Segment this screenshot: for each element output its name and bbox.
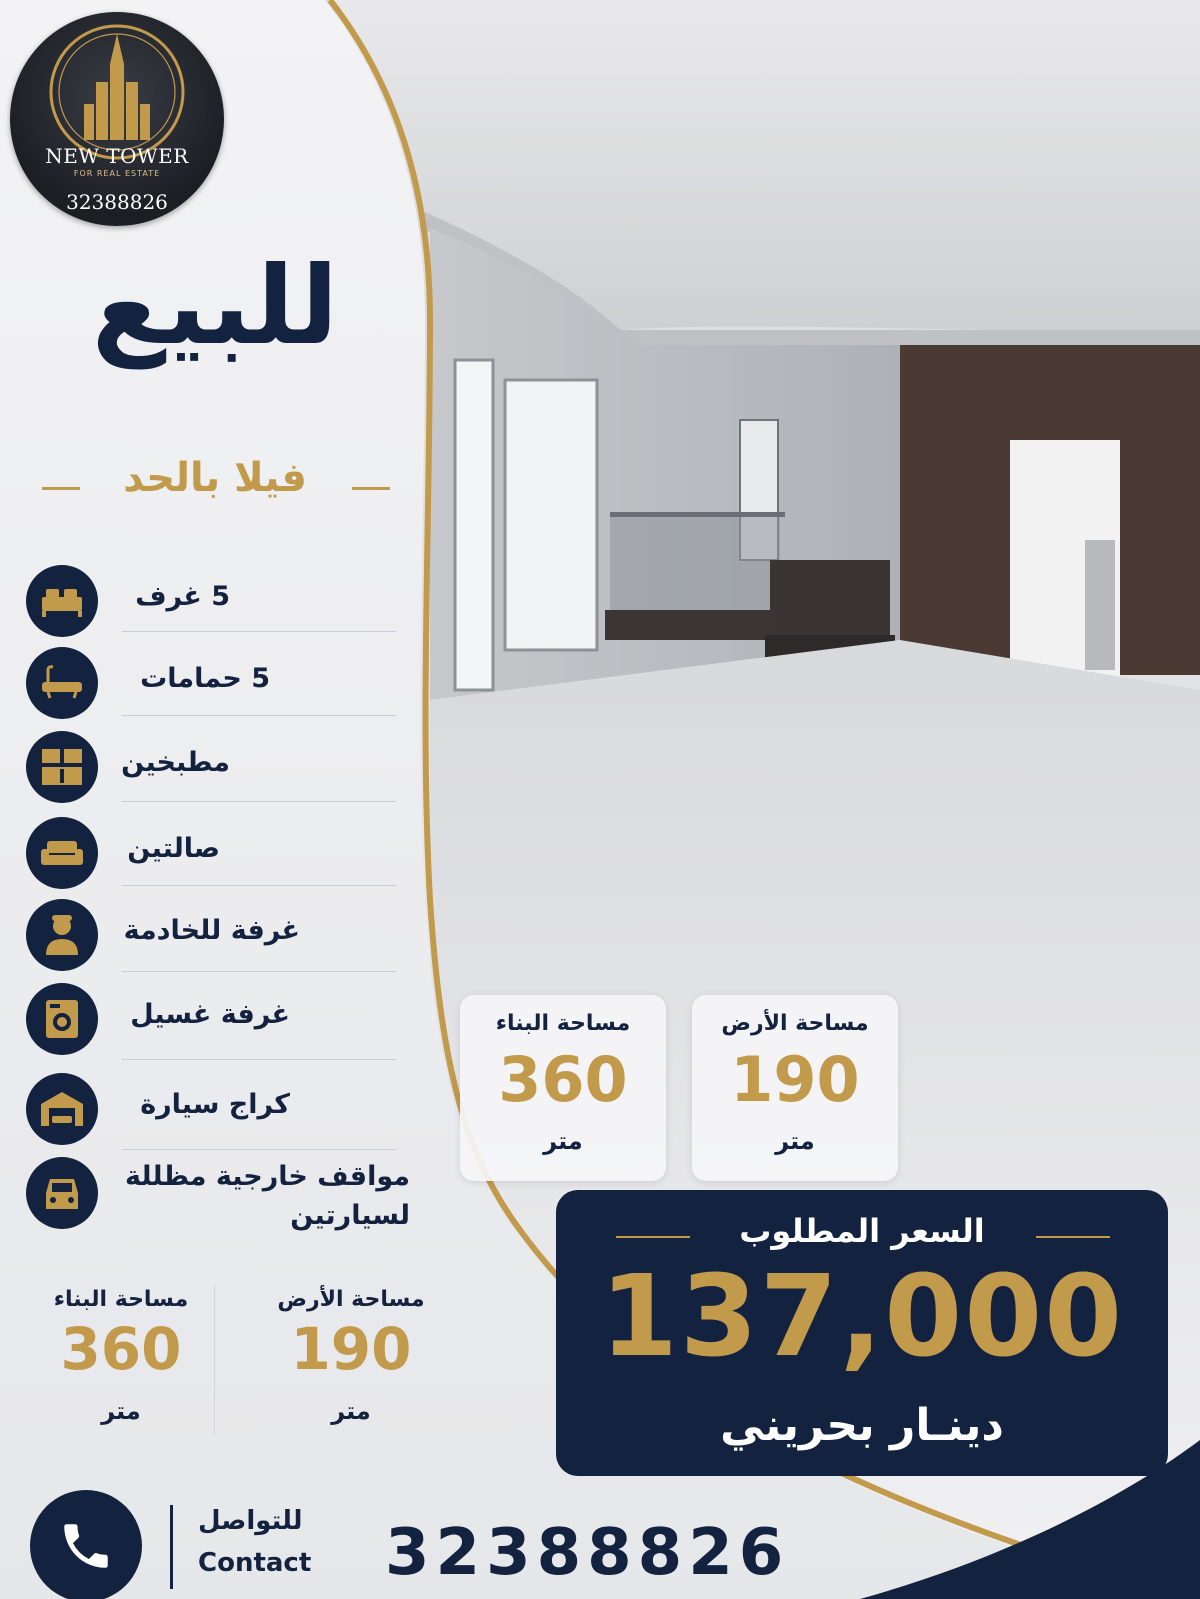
washing-machine-icon [26,983,98,1055]
contact-label-ar: للتواصل [198,1506,303,1536]
land-area-title: مساحة الأرض [277,1287,425,1312]
page-title: للبيع [91,244,339,369]
building-area-value: 360 [498,1043,628,1116]
land-area-unit: متر [331,1397,371,1425]
car-icon [26,1157,98,1229]
building-area-value: 360 [60,1315,182,1383]
feature-item-kitchens [26,731,396,811]
building-area-unit: متر [543,1127,583,1155]
feature-item-garage [26,1073,396,1153]
feature-label: 5 غرف [135,581,230,612]
price-value: 137,000 [599,1252,1125,1382]
land-area-card-small [258,1285,444,1435]
sofa-icon [26,817,98,889]
feature-divider [122,1059,396,1060]
price-currency: دينـار بحريني [720,1400,1004,1451]
feature-label: مطبخين [121,747,230,778]
feature-divider [122,801,396,802]
building-area-card-small [28,1285,215,1435]
feature-label: 5 حمامات [140,663,270,694]
land-area-unit: متر [775,1127,815,1155]
contact-divider [170,1505,173,1589]
feature-item-maid-room [26,899,396,979]
building-area-unit: متر [101,1397,141,1425]
feature-item-laundry-room [26,983,396,1063]
feature-item-rooms [26,565,396,645]
company-logo [10,12,224,226]
garage-icon [26,1073,98,1145]
bathtub-icon [26,647,98,719]
feature-item-parking [26,1157,410,1247]
logo-tagline: FOR REAL ESTATE [73,169,161,178]
feature-divider [122,971,396,972]
price-box [556,1190,1168,1476]
contact-phone-number[interactable]: 32388826 [385,1516,790,1590]
bed-icon [26,565,98,637]
logo-name: NEW TOWER [45,144,189,168]
feature-label: كراج سيارة [140,1089,290,1120]
feature-label: غرفة غسيل [130,999,290,1030]
feature-label: غرفة للخادمة [123,915,300,946]
feature-divider [122,631,396,632]
contact-label-en: Contact [198,1548,312,1578]
feature-divider [122,715,396,716]
land-area-value: 190 [730,1043,860,1116]
maid-icon [26,899,98,971]
feature-label: مواقف خارجية مظللة لسيارتين [125,1161,410,1232]
page-subtitle: فيلا بالحد [123,455,307,501]
land-area-card [692,995,898,1181]
logo-phone: 32388826 [66,190,168,214]
kitchen-icon [26,731,98,803]
land-area-value: 190 [290,1315,412,1383]
price-divider-right [1036,1236,1110,1238]
subtitle-dash-right [352,487,390,490]
land-area-title: مساحة الأرض [721,1011,869,1036]
feature-divider [122,1149,396,1150]
building-area-title: مساحة البناء [495,1011,631,1036]
building-area-card [460,995,666,1181]
feature-label: صالتين [127,833,220,864]
price-label: السعر المطلوب [739,1212,985,1250]
feature-divider [122,885,396,886]
building-area-title: مساحة البناء [53,1287,189,1312]
phone-icon[interactable] [30,1490,142,1599]
